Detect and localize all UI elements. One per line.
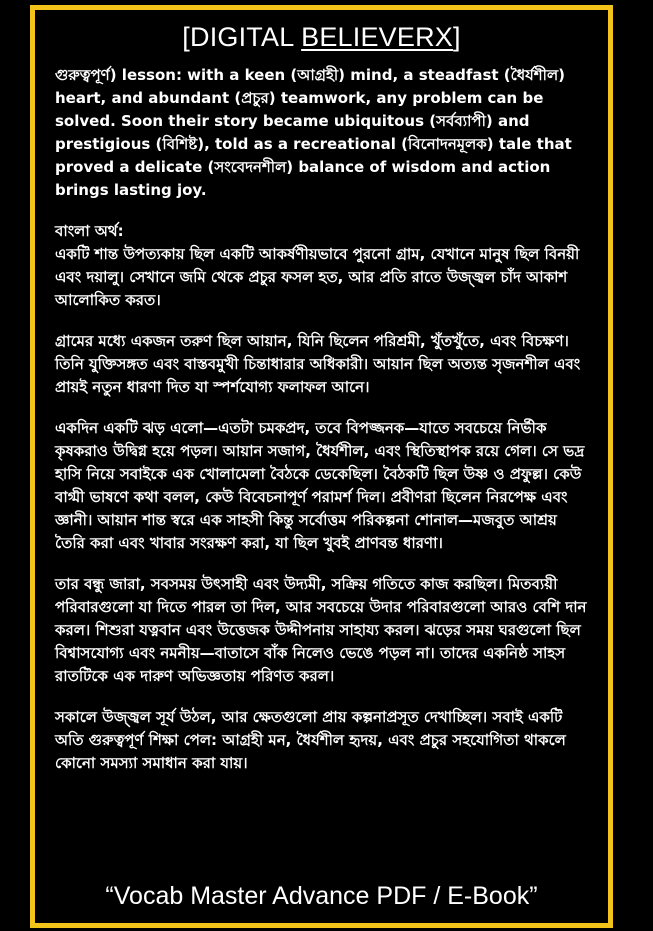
bangla-paragraph-1: একটি শান্ত উপত্যকায় ছিল একটি আকর্ষণীয়ভাবে পুরনো গ্রাম, যেখানে মানুষ ছিল বিনয়ী এবং দয়ালু। সেখানে জমি থেকে প্রচুর ফসল হত, আর প্রতি রাতে উজ্জ্বল চাঁদ আকাশ আলোকিত করত।	[55, 245, 580, 309]
bangla-heading: বাংলা অর্থ:	[55, 222, 124, 240]
story-body	[55, 64, 590, 793]
brand-header	[35, 20, 608, 54]
brand-close-bracket: ]	[453, 22, 461, 52]
page-frame	[30, 5, 613, 928]
brand-word-believerx: BELIEVERX	[301, 22, 453, 52]
brand-word-digital: DIGITAL	[190, 22, 294, 52]
english-paragraph: গুরুত্বপূর্ণ) lesson: with a keen (আগ্রহী) mind, a steadfast (ধৈর্যশীল) heart, and abundant (প্রচুর) teamwork, any problem can be solved. Soon their story became ubiquitous (সর্বব্যাপী) and prestigious (বিশিষ্ট), told as a recreational (বিনোদনমূলক) tale that proved a delicate (সংবেদনশীল) balance of wisdom and action brings lasting joy.	[55, 66, 572, 199]
bangla-paragraph-2: গ্রামের মধ্যে একজন তরুণ ছিল আয়ান, যিনি ছিলেন পরিশ্রমী, খুঁতখুঁতে, এবং বিচক্ষণ। তিনি যুক্তিসঙ্গত এবং বাস্তবমুখী চিন্তাধারার অধিকারী। আয়ান ছিল অত্যন্ত সৃজনশীল এবং প্রায়ই নতুন ধারণা দিত যা স্পর্শযোগ্য ফলাফল আনে।	[55, 332, 581, 396]
bangla-paragraph-4: তার বন্ধু জারা, সবসময় উৎসাহী এবং উদ্যমী, সক্রিয় গতিতে কাজ করছিল। মিতব্যয়ী পরিবারগুলো যা দিতে পারল তা দিল, আর সবচেয়ে উদার পরিবারগুলো আরও বেশি দান করল। শিশুরা যত্নবান এবং উত্তেজক উদ্দীপনায় সাহায্য করল। ঝড়ের সময় ঘরগুলো ছিল বিশ্বাসযোগ্য এবং নমনীয়—বাতাসে বাঁক নিলেও ভেঙে পড়ল না। তাদের একনিষ্ঠ সাহস রাতটিকে এক দারুণ অভিজ্ঞতায় পরিণত করল।	[55, 575, 587, 685]
bangla-paragraph-5: সকালে উজ্জ্বল সূর্য উঠল, আর ক্ষেতগুলো প্রায় কল্পনাপ্রসূত দেখাচ্ছিল। সবাই একটি অতি গুরুত্বপূর্ণ শিক্ষা পেল: আগ্রহী মন, ধৈর্যশীল হৃদয়, এবং প্রচুর সহযোগিতা থাকলে কোনো সমস্যা সমাধান করা যায়।	[55, 708, 566, 772]
book-title-footer: “Vocab Master Advance PDF / E-Book”	[105, 882, 538, 910]
brand-open-bracket: [	[182, 22, 190, 52]
bangla-paragraph-3: একদিন একটি ঝড় এলো—এতটা চমকপ্রদ, তবে বিপজ্জনক—যাতে সবচেয়ে নির্ভীক কৃষকরাও উদ্বিগ্ন হয়ে পড়ল। আয়ান সজাগ, ধৈর্যশীল, এবং স্থিতিস্থাপক রয়ে গেল। সে ভদ্র হাসি নিয়ে সবাইকে এক খোলামেলা বৈঠকে ডেকেছিল। বৈঠকটি ছিল উষ্ণ ও প্রফুল্ল। কেউ বাগ্মী ভাষণে কথা বলল, কেউ বিবেচনাপূর্ণ পরামর্শ দিল। প্রবীণরা ছিলেন নিরপেক্ষ এবং জ্ঞানী। আয়ান শান্ত স্বরে এক সাহসী কিন্তু সর্বোত্তম পরিকল্পনা শোনাল—মজবুত আশ্রয় তৈরি করা এবং খাবার সংরক্ষণ করা, যা ছিল খুবই প্রাণবন্ত ধারণা।	[55, 419, 585, 552]
